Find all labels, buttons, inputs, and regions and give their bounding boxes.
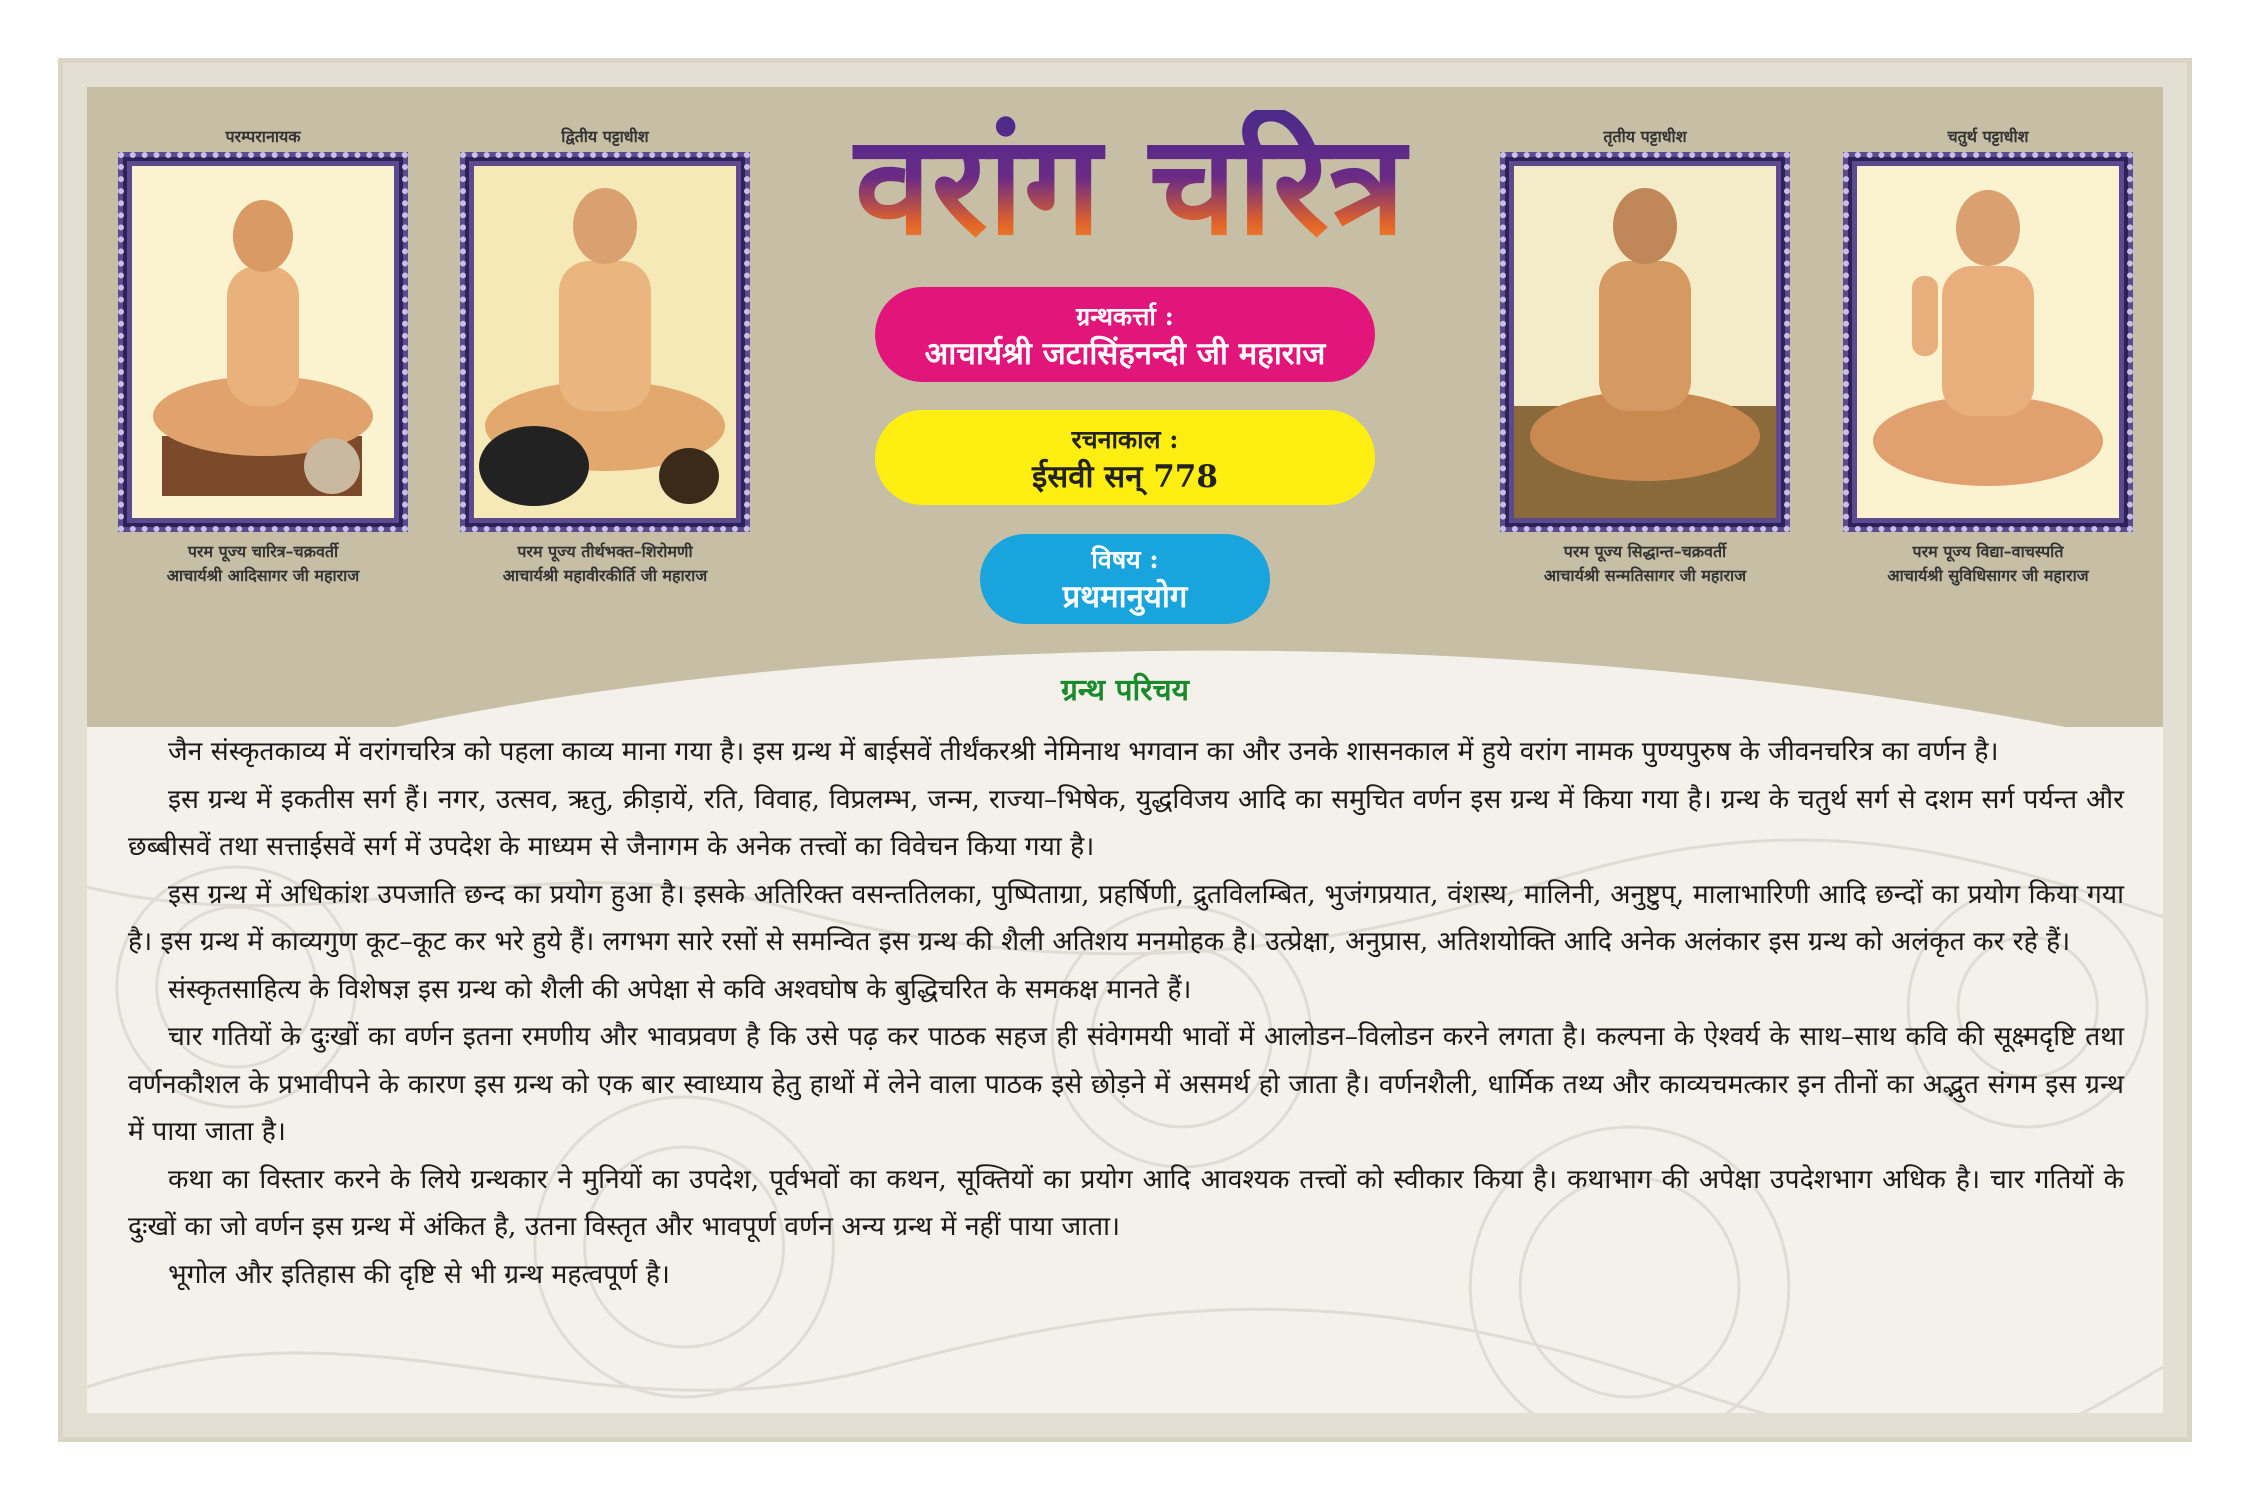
intro-paragraph: इस ग्रन्थ में इकतीस सर्ग हैं। नगर, उत्सव, ऋतु, क्रीड़ायें, रति, विवाह, विप्रलम्भ, जन्म, राज्या–भिषेक, युद्धविजय आदि का समुचित वर्णन इस ग्रन्थ में किया गया है। ग्रन्थ के चतुर्थ सर्ग से दशम सर्ग पर्यन्त और छब्बीसवें तथा सत्ताईसवें सर्ग में उपदेश के माध्यम से जैनागम के अनेक तत्त्वों का विवेचन किया गया है। <box>128 783 2124 862</box>
portrait-heading: तृतीय पट्टाधीश <box>1603 127 1687 146</box>
poster-title: वरांग चरित्र <box>770 110 1490 260</box>
portrait-caption <box>460 540 750 588</box>
intro-paragraph: भूगोल और इतिहास की दृष्टि से भी ग्रन्थ महत्वपूर्ण है। <box>168 1258 670 1290</box>
author-badge <box>875 287 1375 382</box>
portrait-title: परम पूज्य विद्या–वाचस्पति <box>1912 542 2064 561</box>
portrait-name: आचार्यश्री सुविधिसागर जी महाराज <box>1887 566 2089 585</box>
portrait-title: परम पूज्य तीर्थभक्त–शिरोमणी <box>517 542 693 561</box>
intro-body <box>128 728 2124 1298</box>
portrait-image <box>118 152 408 532</box>
period-value: ईसवी सन् 778 <box>1032 459 1218 495</box>
portrait-heading: परम्परानायक <box>225 127 301 146</box>
portrait-image <box>460 152 750 532</box>
subject-value: प्रथमानुयोग <box>1062 579 1188 615</box>
portrait-title: परम पूज्य चारित्र–चक्रवर्ती <box>187 542 339 561</box>
portrait-caption <box>1500 540 1790 588</box>
portrait-name: आचार्यश्री आदिसागर जी महाराज <box>166 566 360 585</box>
portrait-2 <box>460 122 750 588</box>
subject-badge <box>980 534 1270 624</box>
intro-paragraph: कथा का विस्तार करने के लिये ग्रन्थकार ने मुनियों का उपदेश, पूर्वभवों का कथन, सूक्तियों का प्रयोग आदि आवश्यक तत्त्वों को स्वीकार किया है। कथाभाग की अपेक्षा उपदेशभाग अधिक है। चार गतियों के दुःखों का जो वर्णन इस ग्रन्थ में अंकित है, उतना विस्तृत और भावपूर्ण वर्णन अन्य ग्रन्थ में नहीं पाया जाता। <box>128 1163 2124 1242</box>
portrait-caption <box>118 540 408 588</box>
portrait-name: आचार्यश्री सन्मतिसागर जी महाराज <box>1543 566 1747 585</box>
portrait-title: परम पूज्य सिद्धान्त–चक्रवर्ती <box>1563 542 1727 561</box>
intro-paragraph: संस्कृतसाहित्य के विशेषज्ञ इस ग्रन्थ को शैली की अपेक्षा से कवि अश्वघोष के बुद्धिचरित के समकक्ष मानते हैं। <box>168 973 1192 1005</box>
portrait-caption <box>1843 540 2133 588</box>
intro-heading: ग्रन्थ परिचय <box>1060 673 1190 708</box>
author-label: ग्रन्थकर्त्ता : <box>1076 302 1174 331</box>
period-badge <box>875 410 1375 505</box>
intro-paragraph: चार गतियों के दुःखों का वर्णन इतना रमणीय और भावप्रवण है कि उसे पढ़ कर पाठक सहज ही संवेगमयी भावों में आलोडन–विलोडन करने लगता है। कल्पना के ऐश्वर्य के साथ–साथ कवि की सूक्ष्मदृष्टि तथा वर्णनकौशल के प्रभावीपने के कारण इस ग्रन्थ को एक बार स्वाध्याय हेतु हाथों में लेने वाला पाठक इसे छोड़ने में असमर्थ हो जाता है। वर्णनशैली, धार्मिक तथ्य और काव्यचमत्कार इन तीनों का अद्भुत संगम इस ग्रन्थ में पाया जाता है। <box>128 1021 2124 1147</box>
period-label: रचनाकाल : <box>1071 425 1179 454</box>
author-value: आचार्यश्री जटासिंहनन्दी जी महाराज <box>924 336 1326 372</box>
intro-paragraph: इस ग्रन्थ में अधिकांश उपजाति छन्द का प्रयोग हुआ है। इसके अतिरिक्त वसन्ततिलका, पुष्पिताग्रा, प्रहर्षिणी, द्रुतविलम्बित, भुजंगप्रयात, वंशस्थ, मालिनी, अनुष्टुप्, मालाभारिणी आदि छन्दों का प्रयोग किया गया है। इस ग्रन्थ में काव्यगुण कूट–कूट कर भरे हुये हैं। लगभग सारे रसों से समन्वित इस ग्रन्थ की शैली अतिशय मनमोहक है। उत्प्रेक्षा, अनुप्रास, अतिशयोक्ति आदि अनेक अलंकार इस ग्रन्थ को अलंकृत कर रहे हैं। <box>128 878 2124 957</box>
portrait-4 <box>1843 122 2133 588</box>
portrait-name: आचार्यश्री महावीरकीर्ति जी महाराज <box>502 566 708 585</box>
subject-label: विषय : <box>1091 545 1159 574</box>
portrait-heading: चतुर्थ पट्टाधीश <box>1947 127 2029 146</box>
intro-paragraph: जैन संस्कृतकाव्य में वरांगचरित्र को पहला काव्य माना गया है। इस ग्रन्थ में बाईसवें तीर्थंकरश्री नेमिनाथ भगवान का और उनके शासनकाल में हुये वरांग नामक पुण्यपुरुष के जीवनचरित्र का वर्णन है। <box>168 736 1999 767</box>
portrait-heading: द्वितीय पट्टाधीश <box>561 127 649 146</box>
portrait-1 <box>118 122 408 588</box>
portrait-image <box>1843 152 2133 532</box>
portrait-image <box>1500 152 1790 532</box>
portrait-3 <box>1500 122 1790 588</box>
